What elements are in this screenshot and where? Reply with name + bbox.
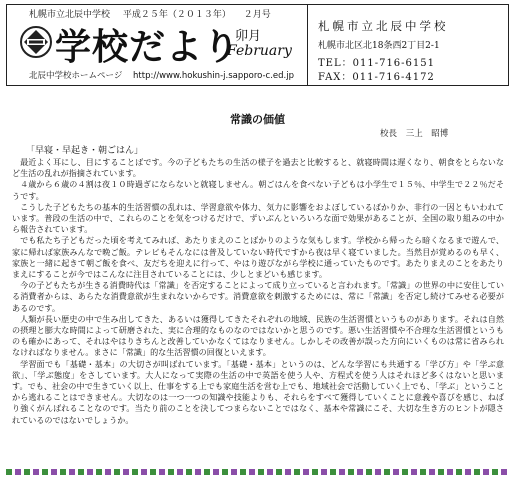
border-tile [123,469,129,475]
article-lead: 「早寝・早起き・朝ごはん」 [26,146,144,156]
border-tile [465,469,471,475]
border-tile [177,469,183,475]
newsletter-header [6,4,509,86]
school-short-name: 札幌市立北辰中学校 [29,10,111,20]
border-tile [501,469,507,475]
border-tile [24,469,30,475]
border-tile [105,469,111,475]
border-tile [447,469,453,475]
border-tile [267,469,273,475]
border-tile [60,469,66,475]
border-tile [213,469,219,475]
border-tile [294,469,300,475]
border-tile [330,469,336,475]
homepage-url[interactable]: http://www.hokushin-j.sapporo-c.ed.jp [133,71,295,81]
border-tile [168,469,174,475]
border-tile [474,469,480,475]
paragraph: でも私たち子どもだった頃を考えてみれば、あたりまえのことばかりのような気もします。学校から帰ったら暗くなるまで遊んで、家に帰れば家族みんなで晩ご飯。テレビもそんなには普及していない時代ですから夜は早く寝ていました。当然目が覚めるのも早く、家族と一緒に起きて朝ご飯を食べ、友だちを迎えに行って、やはり遊びながら学校に通っていたものです。あたりまえのことをあたりまえにすることが今ではこんなに注目されていることには、少しとまどいも感じます。 [12,235,504,280]
border-tile [96,469,102,475]
issue-year: 平成２５年（２０１３年） [122,10,231,20]
border-tile [87,469,93,475]
contact-block [307,5,509,85]
border-tile [186,469,192,475]
border-tile [159,469,165,475]
author-name: 三上 昭博 [405,129,449,139]
border-tile [348,469,354,475]
border-tile [195,469,201,475]
border-tile [420,469,426,475]
border-tile [303,469,309,475]
border-tile [33,469,39,475]
border-tile [51,469,57,475]
article-author [380,127,454,139]
border-tile [312,469,318,475]
border-tile [240,469,246,475]
border-tile [321,469,327,475]
school-tel: TEL：011-716-6151 [318,58,435,69]
border-tile [15,469,21,475]
paragraph: こうした子どもたちの基本的生活習慣の乱れは、学習意欲や体力、気力に影響をおよぼしているばかりか、非行の一因ともいわれています。普段の生活の中で、これらのことを気をつけるだけで、ずいぶんといろいろな面で効果があることが、全国の取り組みの中から報告されています。 [12,201,504,235]
homepage-label: 北辰中学校ホームページ [29,71,123,81]
border-tile [276,469,282,475]
homepage-line [29,69,302,81]
paragraph: 今の子どもたちが生きる消費時代は「常識」を否定することによって成り立っていると言われます。「常識」の世界の中に安住している消費者からは、あらたな消費意欲が生まれないからです。消費意欲を刺激するためには、常に「常識」を否定し続けてみせる必要があるのです。 [12,280,504,313]
border-tile [339,469,345,475]
school-emblem-icon [19,25,53,59]
border-tile [42,469,48,475]
paragraph: 最近よく耳にし、目にすることばです。今の子どもたちの生活の様子を過去と比較すると、就寝時間は遅くなり、朝食をとらないなど生活の乱れが指摘されています。 [12,157,504,179]
newsletter-title: 学校だより [55,27,241,68]
paragraph: 人類が長い歴史の中で生み出してきた、あるいは獲得してきたそれぞれの地域、民族の生活習慣というものがあります。それは自然の摂理と膨大な時間によって研磨された、実に合理的なものなのではないかと思うのです。悪い生活習慣や不合理な生活習慣というものも確かにあって、それはやはりきちんと改善していかなくてはなりません。しかしその改善が誤った方向にいくものは常に省みられなければなりません。まさに「常識」的な生活習慣の回復といえます。 [12,313,504,358]
paragraph: ４歳から６歳の４割は夜１０時過ぎにならないと就寝しません。朝ごはんを食べない子どもは小学生で１５％、中学生で２２％だそうです。 [12,179,504,201]
border-tile [285,469,291,475]
border-tile [483,469,489,475]
paragraph: 学習面でも「基礎・基本」の大切さが叫ばれています。「基礎・基本」というのは、どんな学習にも共通する「学び方」や「学ぶ意欲」、「学ぶ態度」をさしています。大人になって実際の生活の中で英語を使う人や、方程式を使う人はそれほど多くはないと思います。でも、社会の中で生きていく以上、仕事をする上でも家庭生活を営む上でも、地域社会で活動していく上でも、「学ぶ」ということから逃れることはできません。大切なのは一つ一つの知識や技能よりも、それらをすべて獲得していくことに意義や喜びを感じ、ねばり強くがんばれることなのです。当たり前のことを決してつまらないことではなく、基本や常識にこそ、大切な生き方のヒントが隠されているのではないでしょうか。 [12,358,504,425]
border-tile [204,469,210,475]
header-left [7,5,307,85]
border-tile [249,469,255,475]
decorative-border [6,467,509,477]
border-tile [366,469,372,475]
border-tile [438,469,444,475]
article-title: 常識の価値 [230,113,285,126]
border-tile [456,469,462,475]
author-role: 校長 [380,129,398,139]
border-tile [150,469,156,475]
border-tile [132,469,138,475]
border-tile [6,469,12,475]
border-tile [375,469,381,475]
school-address: 札幌市北区北18条西2丁目2-1 [318,41,440,51]
border-tile [78,469,84,475]
border-tile [69,469,75,475]
school-fax: FAX：011-716-4172 [318,72,435,83]
month-japanese: 卯月 [235,29,262,44]
border-tile [384,469,390,475]
issue-month: ２月号 [243,10,271,20]
border-tile [492,469,498,475]
border-tile [231,469,237,475]
border-tile [429,469,435,475]
border-tile [357,469,363,475]
border-tile [411,469,417,475]
border-tile [258,469,264,475]
article-body [12,157,504,426]
month-english: February [227,43,292,59]
border-tile [141,469,147,475]
border-tile [114,469,120,475]
border-tile [393,469,399,475]
border-tile [222,469,228,475]
school-name: 札幌市立北辰中学校 [318,19,449,33]
border-tile [402,469,408,475]
